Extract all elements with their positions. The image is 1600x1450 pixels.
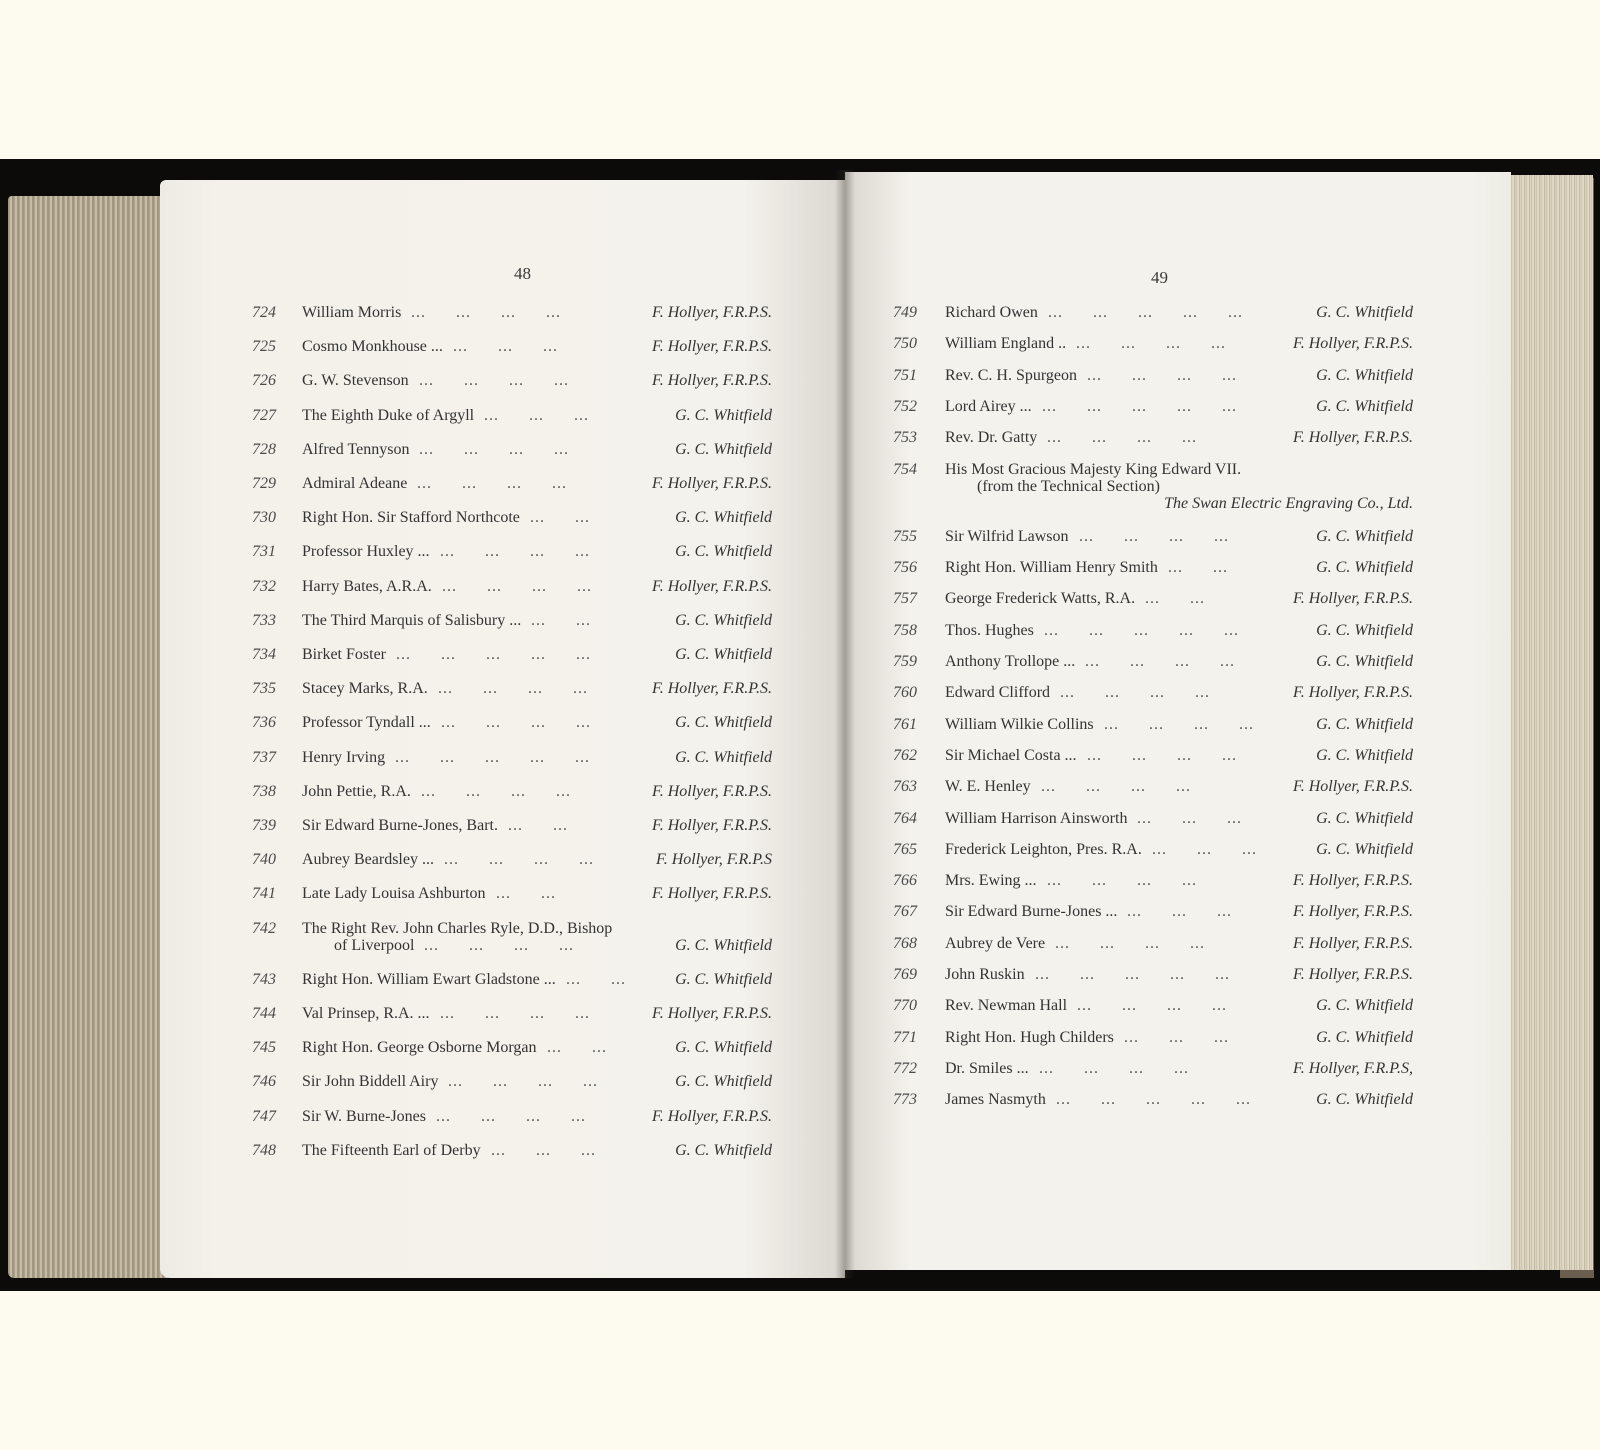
entry-photographer: G. C. Whitfield bbox=[675, 714, 772, 732]
list-item bbox=[252, 475, 772, 495]
entry-title: Rev. Dr. Gatty bbox=[945, 429, 1038, 447]
list-item bbox=[252, 372, 772, 392]
entry-title: Professor Huxley ... bbox=[302, 543, 430, 561]
list-item bbox=[252, 578, 772, 598]
list-item bbox=[893, 778, 1413, 798]
list-item bbox=[893, 304, 1413, 324]
dot-leader: ... ... ... ... bbox=[442, 577, 622, 595]
entry-title: Sir Michael Costa ... bbox=[945, 746, 1077, 764]
page-edges-left bbox=[8, 196, 168, 1278]
entry-photographer: F. Hollyer, F.R.P.S. bbox=[651, 1107, 772, 1125]
entry-number: 741 bbox=[252, 885, 276, 903]
entry-title: The Right Rev. John Charles Ryle, D.D., Bishop bbox=[302, 919, 613, 937]
entry-number: 742 bbox=[252, 919, 276, 937]
dot-leader: ... ... ... ... bbox=[1087, 366, 1267, 384]
entry-photographer: G. C. Whitfield bbox=[675, 970, 772, 988]
dot-leader: ... ... ... ... bbox=[421, 782, 601, 800]
entry-title: Late Lady Louisa Ashburton bbox=[302, 885, 486, 903]
dot-leader: ... ... ... ... ... bbox=[396, 646, 621, 663]
list-item bbox=[893, 1029, 1413, 1049]
list-item bbox=[252, 441, 772, 461]
entry-title: Harry Bates, A.R.A. bbox=[302, 577, 432, 595]
entry-title: Val Prinsep, R.A. ... bbox=[302, 1005, 430, 1022]
dot-leader: ... ... ... ... bbox=[417, 475, 597, 492]
dot-leader: ... ... ... ... bbox=[1055, 934, 1235, 952]
entry-number: 728 bbox=[252, 440, 276, 458]
entry-number: 758 bbox=[893, 621, 917, 639]
entry-photographer: F. Hollyer, F.R.P.S. bbox=[651, 680, 772, 698]
entry-number: 727 bbox=[252, 406, 276, 424]
entry-title: William Morris bbox=[302, 304, 402, 321]
dot-leader: ... ... ... bbox=[1152, 840, 1287, 858]
list-item bbox=[893, 429, 1413, 449]
entry-photographer: F. Hollyer, F.R.P.S. bbox=[1292, 903, 1413, 921]
entry-title: Henry Irving bbox=[302, 748, 386, 766]
entry-number: 734 bbox=[252, 646, 276, 663]
entry-title: Right Hon. Sir Stafford Northcote bbox=[302, 509, 520, 527]
list-item bbox=[252, 646, 772, 666]
entry-photographer: F. Hollyer, F.R.P.S. bbox=[1292, 590, 1413, 608]
entry-number: 732 bbox=[252, 577, 276, 595]
list-item bbox=[252, 783, 772, 803]
entry-photographer: G. C. Whitfield bbox=[1316, 366, 1413, 384]
entry-photographer: F. Hollyer, F.R.P.S. bbox=[1292, 872, 1413, 890]
entry-title: Right Hon. William Ewart Gladstone ... bbox=[302, 970, 556, 988]
dot-leader: ... ... ... bbox=[484, 406, 619, 424]
entry-number: 747 bbox=[252, 1107, 276, 1125]
list-item bbox=[893, 590, 1413, 610]
entry-title: George Frederick Watts, R.A. bbox=[945, 590, 1136, 608]
page-number: 48 bbox=[514, 264, 531, 283]
entry-title: Right Hon. George Osborne Morgan bbox=[302, 1039, 537, 1057]
entry-title: James Nasmyth bbox=[945, 1091, 1046, 1109]
entry-title: Birket Foster bbox=[302, 646, 386, 663]
list-item bbox=[252, 407, 772, 427]
entry-number: 762 bbox=[893, 746, 917, 764]
entry-title: John Ruskin bbox=[945, 966, 1025, 983]
entry-title-continued: (from the Technical Section) bbox=[977, 477, 1160, 495]
list-item bbox=[893, 903, 1413, 923]
list-item bbox=[252, 749, 772, 769]
dot-leader: ... ... ... ... ... bbox=[1042, 397, 1267, 415]
entry-number: 729 bbox=[252, 475, 276, 492]
dot-leader: ... ... ... bbox=[1137, 809, 1272, 827]
list-item bbox=[893, 684, 1413, 704]
entry-title: Edward Clifford bbox=[945, 684, 1051, 702]
entry-photographer: G. C. Whitfield bbox=[1316, 715, 1413, 733]
entry-photographer: G. C. Whitfield bbox=[675, 936, 772, 954]
entry-title: His Most Gracious Majesty King Edward VII. bbox=[945, 460, 1242, 478]
list-item bbox=[893, 747, 1413, 767]
entry-title: Sir W. Burne-Jones bbox=[302, 1107, 426, 1125]
entry-number: 737 bbox=[252, 748, 276, 766]
list-item bbox=[893, 1060, 1413, 1080]
dot-leader: ... ... ... bbox=[1124, 1028, 1259, 1046]
entry-title: The Eighth Duke of Argyll bbox=[302, 406, 475, 424]
dot-leader: ... ... ... ... bbox=[448, 1073, 628, 1091]
entry-title: The Third Marquis of Salisbury ... bbox=[302, 611, 522, 629]
dot-leader: ... ... ... ... bbox=[1060, 684, 1240, 702]
entry-photographer: G. C. Whitfield bbox=[675, 509, 772, 527]
dot-leader: ... ... ... ... ... bbox=[1048, 304, 1273, 321]
entry-photographer: G. C. Whitfield bbox=[675, 440, 772, 458]
dot-leader: ... ... ... ... bbox=[440, 1005, 620, 1022]
dot-leader: ... ... ... ... bbox=[441, 714, 621, 732]
list-item bbox=[893, 528, 1413, 548]
entry-title: Professor Tyndall ... bbox=[302, 714, 431, 732]
entry-number: 744 bbox=[252, 1005, 276, 1022]
entry-number: 735 bbox=[252, 680, 276, 698]
entry-number: 745 bbox=[252, 1039, 276, 1057]
entry-number: 769 bbox=[893, 966, 917, 983]
dot-leader: ... ... ... ... bbox=[1047, 429, 1227, 447]
entry-title: The Fifteenth Earl of Derby bbox=[302, 1141, 481, 1159]
entry-title: Anthony Trollope ... bbox=[945, 653, 1076, 670]
entry-title: Lord Airey ... bbox=[945, 397, 1032, 415]
entry-photographer: G. C. Whitfield bbox=[1316, 997, 1413, 1015]
entry-number: 768 bbox=[893, 934, 917, 952]
dot-leader: ... ... ... bbox=[1127, 903, 1262, 921]
left-page bbox=[160, 180, 845, 1278]
entry-number: 739 bbox=[252, 817, 276, 834]
dot-leader: ... ... bbox=[566, 970, 656, 988]
entry-title: Aubrey de Vere bbox=[945, 934, 1046, 952]
entry-title: Mrs. Ewing ... bbox=[945, 872, 1037, 890]
entry-number: 738 bbox=[252, 782, 276, 800]
entry-title: Dr. Smiles ... bbox=[945, 1059, 1029, 1077]
list-item bbox=[252, 1039, 772, 1059]
list-item bbox=[893, 559, 1413, 579]
entry-photographer: G. C. Whitfield bbox=[1316, 527, 1413, 545]
entry-title: Thos. Hughes bbox=[945, 621, 1034, 639]
entry-title: Stacey Marks, R.A. bbox=[302, 680, 428, 698]
entry-number: 748 bbox=[252, 1141, 276, 1159]
entry-photographer: F. Hollyer, F.R.P.S. bbox=[651, 885, 772, 903]
dot-leader: ... ... bbox=[496, 885, 586, 903]
entry-number: 766 bbox=[893, 872, 917, 890]
entry-photographer: G. C. Whitfield bbox=[1316, 304, 1413, 321]
entry-photographer: F. Hollyer, F.R.P.S. bbox=[651, 577, 772, 595]
entry-photographer: F. Hollyer, F.R.P.S. bbox=[1292, 335, 1413, 353]
entry-title: Alfred Tennyson bbox=[302, 440, 410, 458]
entry-photographer: G. C. Whitfield bbox=[675, 646, 772, 663]
entry-number: 736 bbox=[252, 714, 276, 732]
entry-number: 743 bbox=[252, 970, 276, 988]
entry-photographer: F. Hollyer, F.R.P.S. bbox=[651, 817, 772, 834]
entry-number: 726 bbox=[252, 372, 276, 390]
entry-photographer: G. C. Whitfield bbox=[675, 543, 772, 561]
entry-photographer: G. C. Whitfield bbox=[1316, 746, 1413, 764]
entry-photographer: F. Hollyer, F.R.P.S. bbox=[1292, 778, 1413, 796]
list-item bbox=[893, 1091, 1413, 1111]
dot-leader: ... ... ... ... bbox=[411, 304, 591, 321]
entry-number: 750 bbox=[893, 335, 917, 353]
entry-photographer: G. C. Whitfield bbox=[675, 1039, 772, 1057]
list-item bbox=[893, 622, 1413, 642]
list-item bbox=[893, 653, 1413, 673]
entry-number: 751 bbox=[893, 366, 917, 384]
dot-leader: ... ... ... ... bbox=[440, 543, 620, 561]
entry-title: G. W. Stevenson bbox=[302, 372, 409, 390]
list-item bbox=[893, 716, 1413, 736]
list-item bbox=[252, 543, 772, 563]
entry-title: Rev. C. H. Spurgeon bbox=[945, 366, 1077, 384]
entry-number: 725 bbox=[252, 338, 276, 356]
entry-photographer: G. C. Whitfield bbox=[1316, 1028, 1413, 1046]
dot-leader: ... ... ... ... ... bbox=[1056, 1091, 1281, 1109]
entry-title: Sir Edward Burne-Jones ... bbox=[945, 903, 1118, 921]
entry-number: 765 bbox=[893, 840, 917, 858]
entry-title: Richard Owen bbox=[945, 304, 1038, 321]
dot-leader: ... ... ... ... bbox=[1041, 778, 1221, 796]
list-item bbox=[252, 885, 772, 905]
entry-title: Admiral Adeane bbox=[302, 475, 408, 492]
list-item bbox=[893, 398, 1413, 418]
entry-number: 730 bbox=[252, 509, 276, 527]
list-item bbox=[893, 935, 1413, 955]
entry-title: Frederick Leighton, Pres. R.A. bbox=[945, 840, 1142, 858]
entry-photographer: G. C. Whitfield bbox=[1316, 653, 1413, 670]
dot-leader: ... ... ... ... bbox=[1076, 335, 1256, 353]
entry-number: 754 bbox=[893, 460, 917, 478]
entry-photographer: F. Hollyer, F.R.P.S. bbox=[651, 782, 772, 800]
dot-leader: ... ... ... ... bbox=[419, 440, 599, 458]
dot-leader: ... ... ... ... ... bbox=[395, 748, 620, 766]
entry-number: 772 bbox=[893, 1059, 917, 1077]
page-edges-right bbox=[1505, 175, 1593, 1270]
dot-leader: ... ... ... ... bbox=[438, 680, 618, 698]
dot-leader: ... ... bbox=[547, 1039, 637, 1057]
entry-title: Cosmo Monkhouse ... bbox=[302, 338, 443, 356]
list-item bbox=[252, 680, 772, 700]
list-item bbox=[252, 304, 772, 324]
entry-number: 761 bbox=[893, 715, 917, 733]
entry-photographer: F. Hollyer, F.R.P.S. bbox=[651, 372, 772, 390]
page-number: 49 bbox=[1151, 268, 1168, 287]
list-item bbox=[252, 1005, 772, 1025]
entry-photographer: G. C. Whitfield bbox=[1316, 621, 1413, 639]
entry-number: 755 bbox=[893, 527, 917, 545]
entry-title: Right Hon. William Henry Smith bbox=[945, 559, 1158, 577]
dot-leader: ... ... ... ... bbox=[419, 372, 599, 390]
entry-photographer: G. C. Whitfield bbox=[675, 406, 772, 424]
entry-photographer: F. Hollyer, F.R.P.S. bbox=[1292, 684, 1413, 702]
dot-leader: ... ... ... bbox=[491, 1141, 626, 1159]
entry-photographer: G. C. Whitfield bbox=[675, 611, 772, 629]
entry-photographer: G. C. Whitfield bbox=[675, 1141, 772, 1159]
entry-number: 756 bbox=[893, 559, 917, 577]
entry-number: 764 bbox=[893, 809, 917, 827]
entry-photographer: F. Hollyer, F.R.P.S. bbox=[1292, 934, 1413, 952]
entry-photographer: G. C. Whitfield bbox=[675, 748, 772, 766]
list-item bbox=[252, 714, 772, 734]
dot-leader: ... ... ... ... bbox=[1087, 746, 1267, 764]
dot-leader: ... ... ... ... ... bbox=[1044, 621, 1269, 639]
entry-number: 731 bbox=[252, 543, 276, 561]
list-item bbox=[893, 872, 1413, 892]
entry-title: William Wilkie Collins bbox=[945, 715, 1094, 733]
entry-photographer: G. C. Whitfield bbox=[675, 1073, 772, 1091]
list-item bbox=[252, 509, 772, 529]
dot-leader: ... ... bbox=[530, 509, 620, 527]
dot-leader: ... ... ... ... ... bbox=[1035, 966, 1260, 983]
entry-number: 773 bbox=[893, 1091, 917, 1109]
dot-leader: ... ... ... ... bbox=[436, 1107, 616, 1125]
entry-photographer: F. Hollyer, F.R.P.S. bbox=[651, 1005, 772, 1022]
list-item bbox=[252, 817, 772, 837]
entry-photographer: The Swan Electric Engraving Co., Ltd. bbox=[1164, 494, 1413, 512]
dot-leader: ... ... ... ... bbox=[1079, 527, 1259, 545]
entry-title: Sir Wilfrid Lawson bbox=[945, 527, 1069, 545]
list-item bbox=[252, 1142, 772, 1162]
dot-leader: ... ... bbox=[508, 817, 598, 834]
entry-title: Right Hon. Hugh Childers bbox=[945, 1028, 1114, 1046]
entry-number: 771 bbox=[893, 1028, 917, 1046]
entry-number: 753 bbox=[893, 429, 917, 447]
entry-number: 724 bbox=[252, 304, 276, 321]
list-item bbox=[893, 997, 1413, 1017]
entry-photographer: G. C. Whitfield bbox=[1316, 809, 1413, 827]
list-item bbox=[252, 971, 772, 991]
list-item bbox=[252, 338, 772, 358]
dot-leader: ... ... ... ... bbox=[1077, 997, 1257, 1015]
dot-leader: ... ... ... ... bbox=[1047, 872, 1227, 890]
dot-leader: ... ... ... ... bbox=[1039, 1059, 1219, 1077]
entry-photographer: G. C. Whitfield bbox=[1316, 840, 1413, 858]
entry-number: 760 bbox=[893, 684, 917, 702]
entry-photographer: F. Hollyer, F.R.P.S. bbox=[651, 304, 772, 321]
list-item bbox=[893, 966, 1413, 986]
entry-photographer: F. Hollyer, F.R.P.S. bbox=[651, 475, 772, 492]
entry-title: W. E. Henley bbox=[945, 778, 1031, 796]
entry-photographer: G. C. Whitfield bbox=[1316, 1091, 1413, 1109]
list-item bbox=[893, 841, 1413, 861]
entry-number: 759 bbox=[893, 653, 917, 670]
entry-title: William England .. bbox=[945, 335, 1067, 353]
entry-title: Sir Edward Burne-Jones, Bart. bbox=[302, 817, 498, 834]
list-item bbox=[252, 919, 772, 954]
entry-photographer: G. C. Whitfield bbox=[1316, 397, 1413, 415]
entry-number: 746 bbox=[252, 1073, 276, 1091]
list-item bbox=[252, 1073, 772, 1093]
list-item bbox=[893, 335, 1413, 355]
dot-leader: ... ... ... ... bbox=[1085, 653, 1265, 670]
list-item bbox=[252, 1108, 772, 1128]
dot-leader: ... ... bbox=[531, 611, 621, 629]
entry-photographer: F. Hollyer, F.R.P.S bbox=[655, 851, 772, 869]
entry-number: 767 bbox=[893, 903, 917, 921]
list-item bbox=[893, 460, 1413, 512]
entry-photographer: F. Hollyer, F.R.P.S, bbox=[1292, 1059, 1413, 1077]
book-gutter bbox=[835, 170, 855, 1278]
entry-number: 733 bbox=[252, 611, 276, 629]
dot-leader: ... ... ... bbox=[453, 338, 588, 356]
dot-leader: ... ... ... ... bbox=[444, 851, 624, 869]
entry-photographer: G. C. Whitfield bbox=[1316, 559, 1413, 577]
dot-leader: ... ... ... ... bbox=[1104, 715, 1284, 733]
entry-title: Rev. Newman Hall bbox=[945, 997, 1068, 1015]
list-item bbox=[893, 367, 1413, 387]
dot-leader: ... ... ... ... bbox=[424, 936, 604, 954]
entry-number: 770 bbox=[893, 997, 917, 1015]
entry-title: Sir John Biddell Airy bbox=[302, 1073, 439, 1091]
entry-photographer: F. Hollyer, F.R.P.S. bbox=[651, 338, 772, 356]
entry-title-continued: of Liverpool bbox=[334, 936, 415, 954]
entry-photographer: F. Hollyer, F.R.P.S. bbox=[1292, 429, 1413, 447]
entry-title: Aubrey Beardsley ... bbox=[302, 851, 434, 869]
entry-title: William Harrison Ainsworth bbox=[945, 809, 1128, 827]
list-item bbox=[252, 851, 772, 871]
entry-number: 757 bbox=[893, 590, 917, 608]
list-item bbox=[252, 612, 772, 632]
entry-number: 740 bbox=[252, 851, 276, 869]
entry-number: 749 bbox=[893, 304, 917, 321]
right-page bbox=[845, 172, 1511, 1270]
entry-title: John Pettie, R.A. bbox=[302, 782, 411, 800]
list-item bbox=[893, 810, 1413, 830]
entry-photographer: F. Hollyer, F.R.P.S. bbox=[1292, 966, 1413, 983]
entry-number: 752 bbox=[893, 397, 917, 415]
dot-leader: ... ... bbox=[1145, 590, 1235, 608]
entry-number: 763 bbox=[893, 778, 917, 796]
dot-leader: ... ... bbox=[1168, 559, 1258, 577]
